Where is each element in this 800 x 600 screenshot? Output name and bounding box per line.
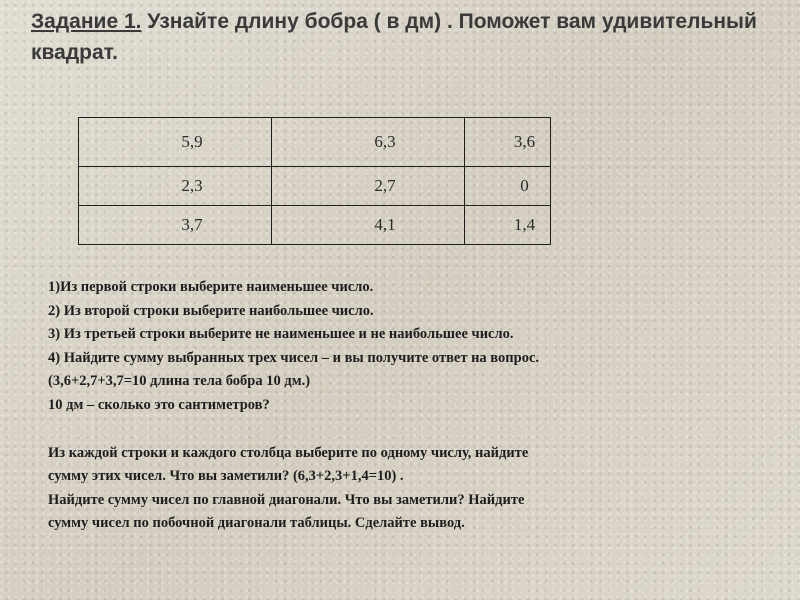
table-cell: 6,3: [272, 118, 465, 167]
extra-task-line: Найдите сумму чисел по главной диагонали. Что вы заметили? Найдите: [48, 491, 525, 508]
instruction-step: 3) Из третьей строки выберите не наименьшее и не наибольшее число.: [48, 326, 514, 343]
extra-task-line: Из каждой строки и каждого столбца выберите по одному числу, найдите: [48, 444, 529, 461]
table-row: [79, 118, 551, 167]
table-cell: 3,6: [465, 118, 551, 167]
table-row: [79, 206, 551, 245]
instruction-step: 10 дм – сколько это сантиметров?: [48, 396, 270, 413]
extra-task-line: сумму чисел по побочной диагонали таблицы. Сделайте вывод.: [48, 515, 465, 532]
table-row: [79, 167, 551, 206]
instruction-step: 1)Из первой строки выберите наименьшее число.: [48, 279, 374, 295]
magic-square-table: [78, 117, 551, 245]
title-text: Узнайте длину бобра ( в дм) . Поможет вам удивительный квадрат.: [31, 10, 757, 64]
paragraph-gap: [48, 418, 788, 442]
table-cell: 0: [465, 167, 551, 206]
table-cell: 3,7: [79, 206, 272, 245]
instruction-step: 2) Из второй строки выберите наибольшее число.: [48, 302, 374, 319]
instruction-step: (3,6+2,7+3,7=10 длина тела бобра 10 дм.): [48, 373, 311, 390]
instructions-block: [48, 276, 788, 536]
table-cell: 5,9: [79, 118, 272, 167]
slide-title: [31, 6, 771, 68]
task-label: Задание 1.: [31, 10, 142, 33]
table-cell: 2,7: [272, 167, 465, 206]
table-cell: 2,3: [79, 167, 272, 206]
table-cell: 4,1: [272, 206, 465, 245]
extra-task-line: сумму этих чисел. Что вы заметили? (6,3+2,3+1,4=10) .: [48, 468, 404, 485]
table-cell: 1,4: [465, 206, 551, 245]
instruction-step: 4) Найдите сумму выбранных трех чисел – и вы получите ответ на вопрос.: [48, 349, 540, 366]
